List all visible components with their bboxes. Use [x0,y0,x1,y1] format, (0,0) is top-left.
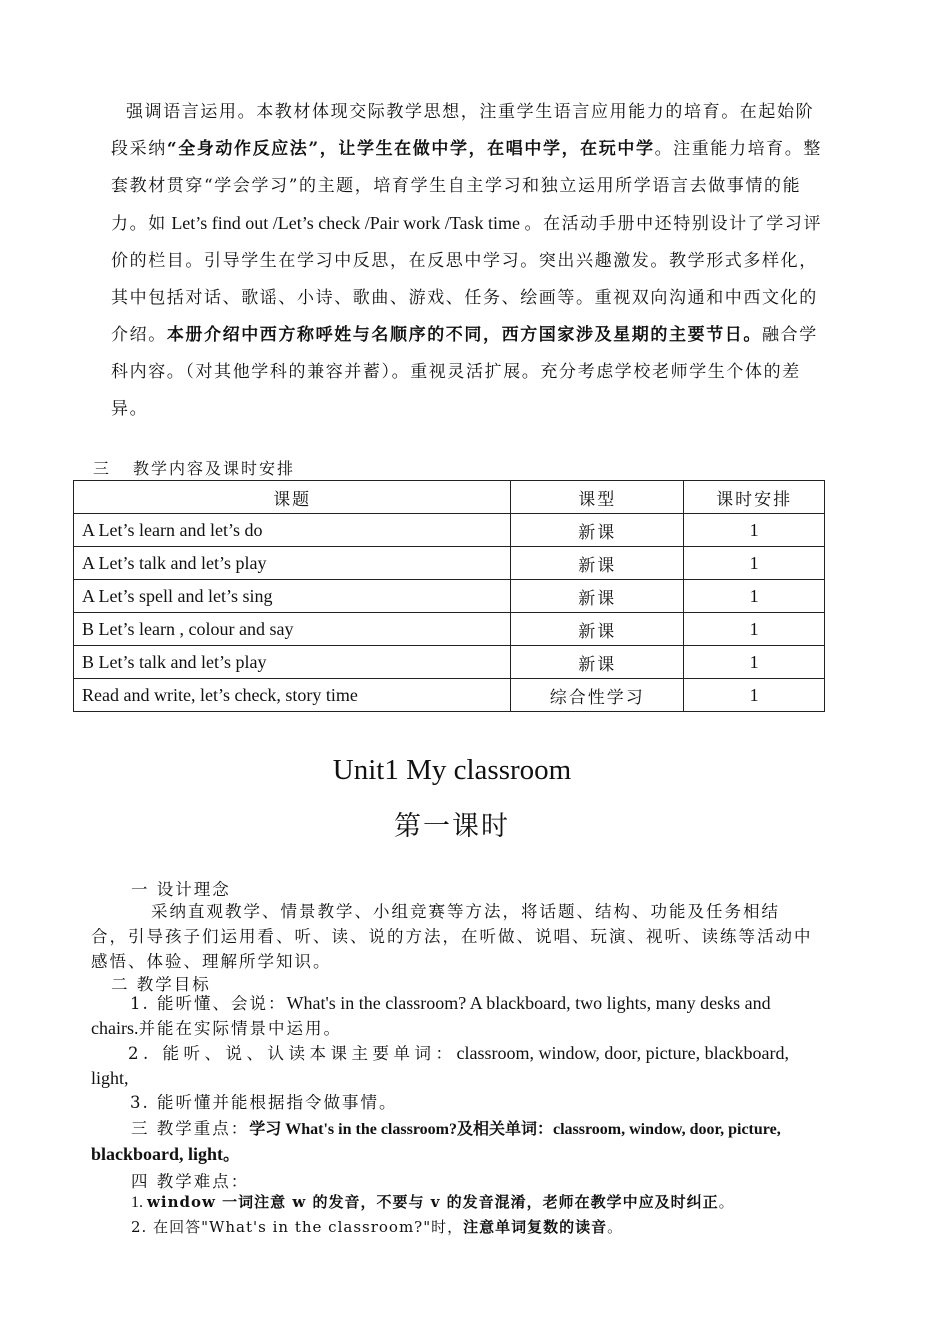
difficulty-1-number: 1. [131,1194,147,1211]
header-type: 课型 [511,481,684,514]
difficulty-2-end: 。 [607,1218,624,1236]
cell-type: 新课 [511,580,684,613]
goal-2-prefix: 2. 能听、说、认读本课主要单词： [128,1044,457,1063]
difficulty-heading-text: 四 教学难点： [131,1172,250,1191]
table-row [74,646,825,679]
cell-periods: 1 [684,547,825,580]
cell-type: 新课 [511,646,684,679]
cell-topic: A Let’s spell and let’s sing [74,580,511,613]
focus-tail: blackboard, light [91,1144,224,1164]
cell-type: 综合性学习 [511,679,684,712]
intro-text-2: 。注重能力培育。整套教材贯穿“学会学习”的主题，培育学生自主学习和独立运用所学语言去做事情的能力。如 [111,139,822,234]
table-row [74,580,825,613]
cell-topic: B Let’s learn , colour and say [74,613,511,646]
design-text: 采纳直观教学、情景教学、小组竞赛等方法，将话题、结构、功能及任务相结合，引导孩子们运用看、听、读、说的方法，在听做、说唱、玩演、视听、读练等活动中感悟、体验、理解所学知识。 [91,902,813,971]
table-row [74,547,825,580]
cell-type: 新课 [511,547,684,580]
difficulty-2-bold: 注意单词复数的读音 [463,1218,608,1236]
cell-periods: 1 [684,514,825,547]
goal-3 [91,1090,813,1115]
intro-bold-1: “全身动作反应法”，让学生在做中学，在唱中学，在玩中学 [166,139,655,159]
goal-1 [91,991,813,1041]
intro-bold-2: 本册介绍中西方称呼姓与名顺序的不同，西方国家涉及星期的主要节日。 [166,325,763,345]
table-row [74,514,825,547]
goal-2-english: classroom, window, door, picture, blackboard, light, [91,1043,790,1088]
section-3-number: 三 [93,459,112,478]
cell-topic: B Let’s talk and let’s play [74,646,511,679]
cell-topic: Read and write, let’s check, story time [74,679,511,712]
table-header-row [74,481,825,514]
difficulty-2 [91,1216,813,1237]
intro-text-3: 。在活动手册中还特别设计了学习评价的栏目。引导学生在学习中反思，在反思中学习。突出兴趣激发。教学形式多样化，其中包括对话、歌谣、小诗、歌曲、游戏、任务、绘画等。重视双向沟通和中西文化的介绍。 [111,214,823,345]
cell-periods: 1 [684,646,825,679]
header-periods: 课时安排 [684,481,825,514]
focus-heading: 三 教学重点： [131,1119,250,1138]
cell-type: 新课 [511,514,684,547]
cell-topic: A Let’s learn and let’s do [74,514,511,547]
difficulty-2-prefix: 2. 在回答"What's in the classroom?"时， [131,1218,464,1236]
cell-periods: 1 [684,679,825,712]
intro-english-activities: Let’s find out /Let’s check /Pair work /Task time [166,213,525,233]
cell-topic: A Let’s talk and let’s play [74,547,511,580]
goal-2 [91,1041,813,1091]
intro-text-4: 融合学科内容。（对其他学科的兼容并蓄）。重视灵活扩展。充分考虑学校老师学生个体的差异。 [111,325,818,419]
table-row [74,679,825,712]
focus-end: 。 [223,1145,242,1164]
goal-1-prefix: 1. 能听懂、会说： [130,994,287,1013]
goal-1-suffix: 并能在实际情景中运用。 [138,1019,342,1038]
unit-title: Unit1 My classroom [332,754,572,786]
difficulty-heading [91,1168,813,1192]
schedule-table [73,480,825,712]
goal-3-text: 3. 能听懂并能根据指令做事情。 [130,1093,398,1112]
design-heading [91,876,813,900]
table-row [74,613,825,646]
header-topic: 课题 [74,481,511,514]
section-3-title: 教学内容及课时安排 [133,459,296,478]
design-heading-text: 一 设计理念 [131,880,231,899]
goals-heading-text: 二 教学目标 [111,975,211,994]
goal-1-english: What's in the classroom? A blackboard, two lights, many desks and chairs. [91,993,771,1038]
cell-type: 新课 [511,613,684,646]
cell-periods: 1 [684,580,825,613]
difficulty-1-text: window 一词注意 w 的发音，不要与 v 的发音混淆，老师在教学中应及时纠正 [147,1193,719,1211]
lesson-title: 第一课时 [394,811,510,842]
focus-text: 学习 What's in the classroom?及相关单词：classroom, window, door, picture, [249,1121,781,1138]
design-paragraph [91,899,813,974]
cell-periods: 1 [684,613,825,646]
difficulty-1-end: 。 [718,1193,735,1211]
intro-text-1: 强调语言运用。本教材体现交际教学思想，注重学生语言应用能力的培育。在起始阶段采纳 [111,102,815,159]
focus-section [91,1116,813,1167]
difficulty-1 [91,1191,813,1212]
intro-paragraph [111,94,823,428]
section-3-heading [93,456,295,479]
